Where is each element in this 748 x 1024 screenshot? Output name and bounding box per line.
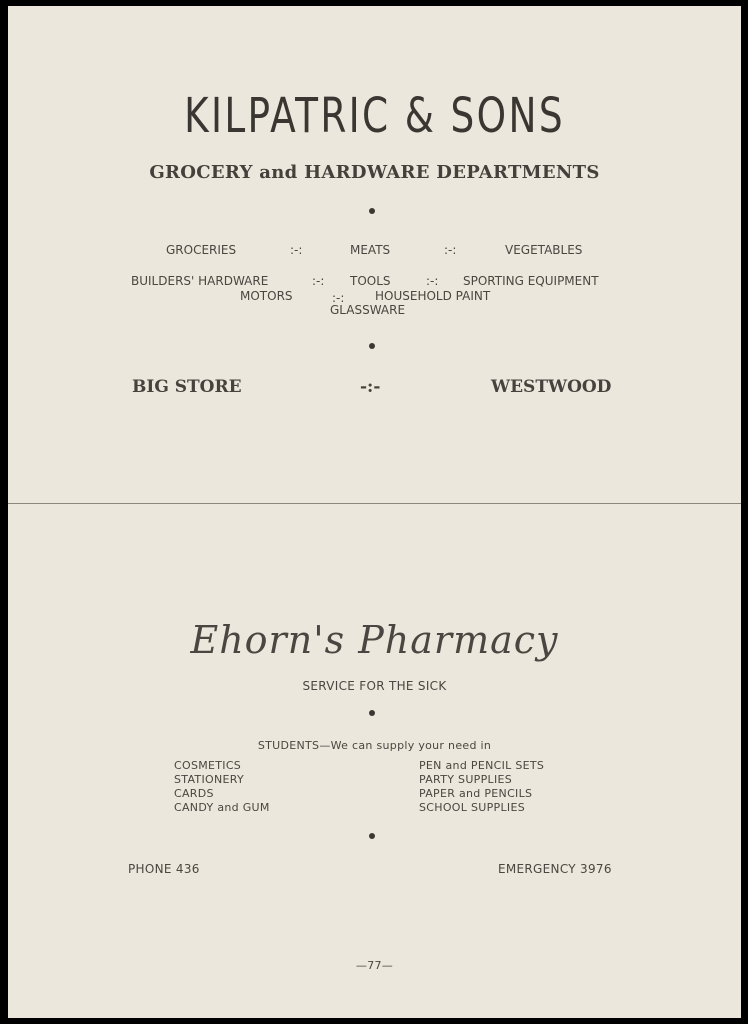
list-item: STATIONERY <box>174 773 244 786</box>
section-divider <box>8 503 741 504</box>
separator: :-: <box>312 274 325 288</box>
phone-number: PHONE 436 <box>128 862 200 876</box>
separator: :-: <box>426 274 439 288</box>
bullet-dot <box>369 710 375 716</box>
separator: :-: <box>444 243 457 257</box>
separator: :-: <box>290 243 303 257</box>
page-number: —77— <box>355 959 394 972</box>
kilpatric-subtitle: GROCERY and HARDWARE DEPARTMENTS <box>149 162 600 183</box>
emergency-number: EMERGENCY 3976 <box>498 862 612 876</box>
list-item: PAPER and PENCILS <box>419 787 533 800</box>
list-item: PARTY SUPPLIES <box>419 773 513 786</box>
item-household-paint: HOUSEHOLD PAINT <box>375 289 491 303</box>
list-item: CARDS <box>174 787 214 800</box>
item-groceries: GROCERIES <box>166 243 237 257</box>
list-item: SCHOOL SUPPLIES <box>419 801 525 814</box>
item-glassware: GLASSWARE <box>330 303 406 317</box>
separator: :-: <box>332 291 345 305</box>
item-meats: MEATS <box>350 243 391 257</box>
item-builders-hardware: BUILDERS' HARDWARE <box>131 274 269 288</box>
pharmacy-title: Ehorn's Pharmacy <box>190 618 559 662</box>
item-sporting-equipment: SPORTING EQUIPMENT <box>463 274 599 288</box>
page <box>8 6 741 1018</box>
kilpatric-title: KILPATRIC & SONS <box>184 88 565 144</box>
separator: -:- <box>360 377 381 397</box>
store-westwood: WESTWOOD <box>491 377 612 397</box>
list-item: CANDY and GUM <box>174 801 270 814</box>
bullet-dot <box>369 208 375 214</box>
right-item-list <box>419 759 544 815</box>
pharmacy-tagline: SERVICE FOR THE SICK <box>302 679 447 693</box>
bullet-dot <box>369 833 375 839</box>
item-vegetables: VEGETABLES <box>505 243 583 257</box>
students-line: STUDENTS—We can supply your need in <box>257 739 492 752</box>
item-tools: TOOLS <box>350 274 391 288</box>
list-item: COSMETICS <box>174 759 242 772</box>
store-big-store: BIG STORE <box>132 377 242 397</box>
item-motors: MOTORS <box>240 289 293 303</box>
bullet-dot <box>369 343 375 349</box>
list-item: PEN and PENCIL SETS <box>419 759 545 772</box>
left-item-list <box>174 759 270 815</box>
